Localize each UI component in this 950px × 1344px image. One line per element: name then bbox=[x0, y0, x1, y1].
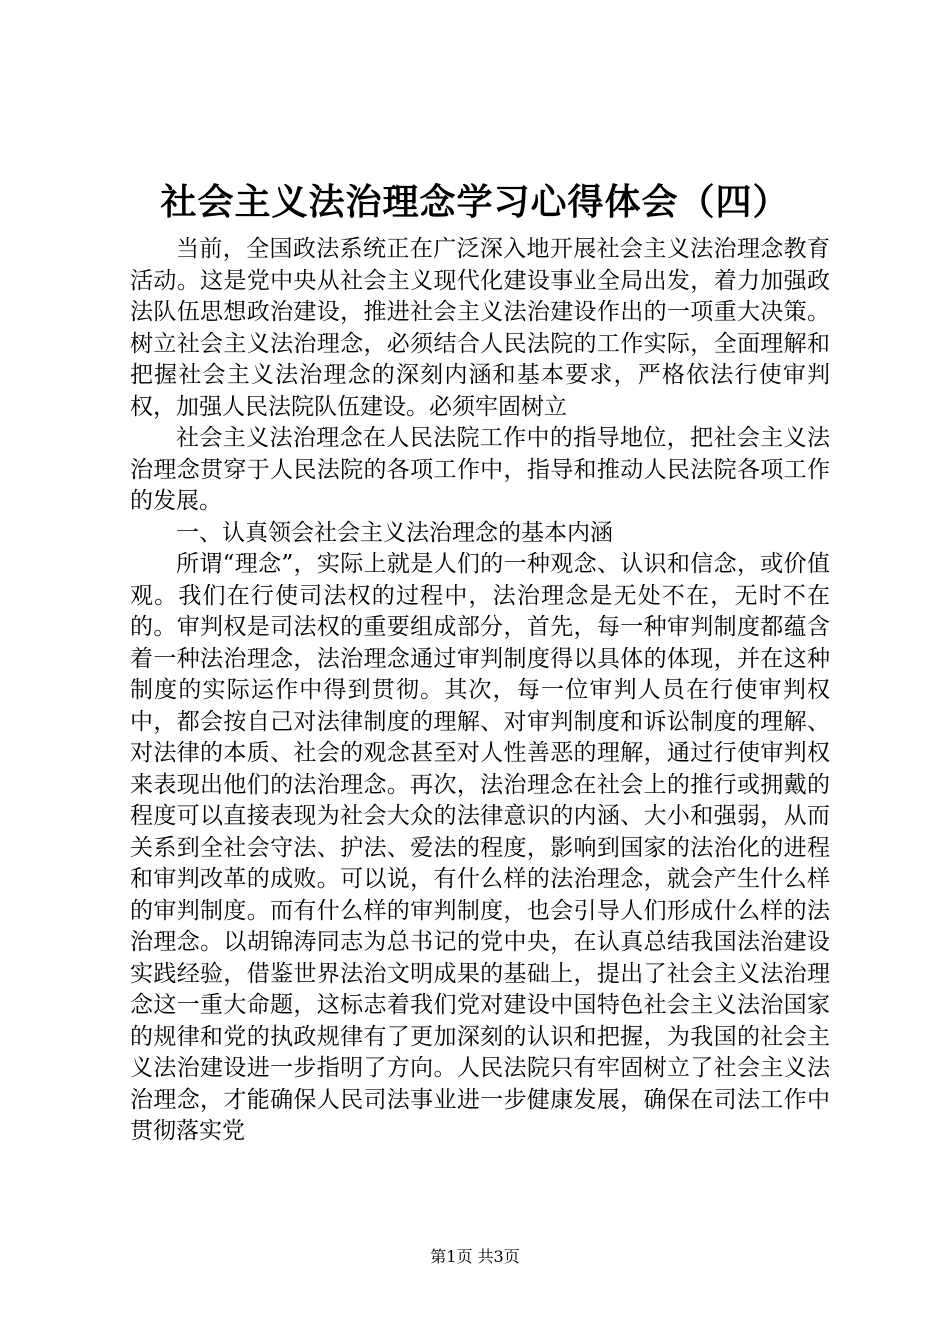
document-title: 社会主义法治理念学习心得体会（四） bbox=[160, 181, 790, 223]
section-heading-1: 一、认真领会社会主义法治理念的基本内涵 bbox=[176, 519, 613, 546]
paragraph-concept: 所谓“理念”，实际上就是人们的一种观念、认识和信念，或价值观。我们在行使司法权的过程中，法治理念是无处不在，无时不在的。审判权是司法权的重要组成部分，首先，每一种审判制度都蕴含着一种法治理念，法治理念通过审判制度得以具体的体现，并在这种制度的实际运作中得到贯彻。其次，每一位审判人员在行使审判权中，都会按自己对法律制度的理解、对审判制度和诉讼制度的理解、对法律的本质、社会的观念甚至对人性善恶的理解，通过行使审判权来表现出他们的法治理念。再次，法治理念在社会上的推行或拥戴的程度可以直接表现为社会大众的法律意识的内涵、大小和强弱，从而关系到全社会守法、护法、爱法的程度，影响到国家的法治化的进程和审判改革的成败。可以说，有什么样的法治理念，就会产生什么样的审判制度。而有什么样的审判制度，也会引导人们形成什么样的法治理念。以胡锦涛同志为总书记的党中央，在认真总结我国法治建设实践经验，借鉴世界法治文明成果的基础上，提出了社会主义法治理念这一重大命题，这标志着我们党对建设中国特色社会主义法治国家的规律和党的执政规律有了更加深刻的认识和把握，为我国的社会主义法治建设进一步指明了方向。人民法院只有牢固树立了社会主义法治理念，才能确保人民司法事业进一步健康发展，确保在司法工作中贯彻落实党 bbox=[130, 551, 830, 1144]
page-footer: 第1页 共3页 bbox=[430, 1247, 520, 1266]
paragraph-intro: 当前，全国政法系统正在广泛深入地开展社会主义法治理念教育活动。这是党中央从社会主义现代化建设事业全局出发，着力加强政法队伍思想政治建设，推进社会主义法治建设作出的一项重大决策。树立社会主义法治理念，必须结合人民法院的工作实际，全面理解和把握社会主义法治理念的深刻内涵和基本要求，严格依法行使审判权，加强人民法院队伍建设。必须牢固树立 bbox=[130, 236, 830, 420]
document-body bbox=[130, 234, 830, 1148]
paragraph-guiding-role: 社会主义法治理念在人民法院工作中的指导地位，把社会主义法治理念贯穿于人民法院的各项工作中，指导和推动人民法院各项工作的发展。 bbox=[130, 425, 830, 514]
